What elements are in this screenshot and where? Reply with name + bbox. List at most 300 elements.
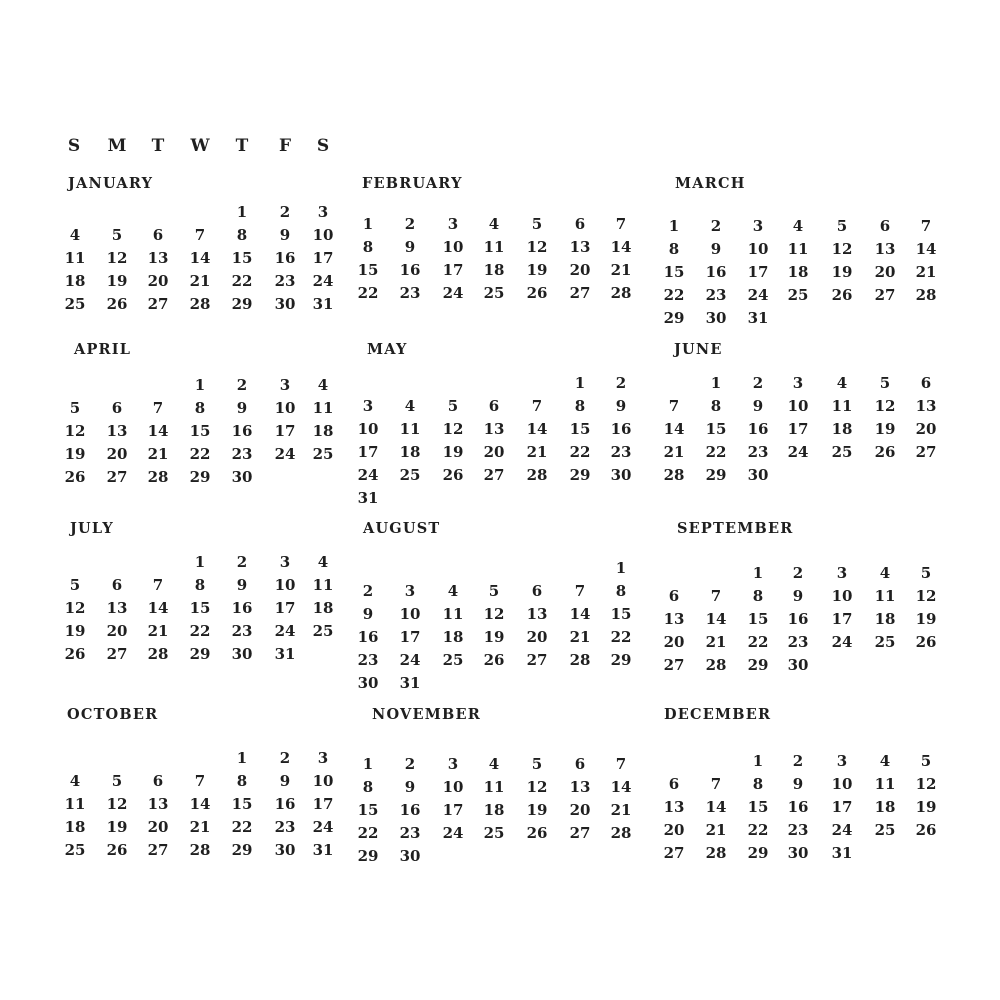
day-cell: 25 — [442, 651, 464, 669]
day-cell: 7 — [152, 399, 164, 417]
day-cell: 16 — [747, 420, 769, 438]
day-cell: 1 — [362, 215, 374, 233]
day-cell: 19 — [442, 443, 464, 461]
day-cell: 10 — [312, 226, 334, 244]
day-cell: 4 — [879, 752, 891, 770]
day-cell: 16 — [610, 420, 632, 438]
day-cell: 29 — [357, 847, 379, 865]
day-cell: 21 — [915, 263, 937, 281]
day-cell: 22 — [747, 821, 769, 839]
day-cell: 15 — [747, 798, 769, 816]
day-cell: 13 — [569, 238, 591, 256]
day-cell: 16 — [274, 249, 296, 267]
day-cell: 14 — [915, 240, 937, 258]
day-cell: 17 — [357, 443, 379, 461]
weekday-label: T — [151, 136, 165, 156]
day-cell: 4 — [879, 564, 891, 582]
day-cell: 20 — [106, 622, 128, 640]
day-cell: 3 — [836, 752, 848, 770]
day-cell: 18 — [874, 798, 896, 816]
day-cell: 29 — [610, 651, 632, 669]
day-cell: 24 — [831, 821, 853, 839]
day-cell: 24 — [312, 818, 334, 836]
day-cell: 26 — [64, 645, 86, 663]
day-cell: 18 — [312, 422, 334, 440]
day-cell: 2 — [752, 374, 764, 392]
day-cell: 28 — [705, 844, 727, 862]
day-cell: 4 — [69, 772, 81, 790]
day-cell: 5 — [920, 752, 932, 770]
day-cell: 7 — [920, 217, 932, 235]
day-cell: 30 — [399, 847, 421, 865]
day-cell: 28 — [705, 656, 727, 674]
day-cell: 11 — [312, 576, 334, 594]
day-cell: 9 — [615, 397, 627, 415]
day-cell: 16 — [399, 801, 421, 819]
day-cell: 10 — [442, 778, 464, 796]
day-cell: 14 — [610, 238, 632, 256]
day-cell: 23 — [787, 821, 809, 839]
day-cell: 6 — [488, 397, 500, 415]
day-cell: 8 — [194, 576, 206, 594]
day-cell: 5 — [879, 374, 891, 392]
day-cell: 23 — [274, 818, 296, 836]
day-cell: 1 — [362, 755, 374, 773]
day-cell: 3 — [836, 564, 848, 582]
day-cell: 5 — [488, 582, 500, 600]
day-cell: 4 — [317, 376, 329, 394]
day-cell: 31 — [312, 841, 334, 859]
day-cell: 3 — [447, 755, 459, 773]
day-cell: 11 — [442, 605, 464, 623]
day-cell: 4 — [69, 226, 81, 244]
day-cell: 25 — [874, 633, 896, 651]
day-cell: 16 — [705, 263, 727, 281]
month-title: AUGUST — [363, 520, 441, 537]
day-cell: 10 — [274, 576, 296, 594]
day-cell: 30 — [274, 295, 296, 313]
day-cell: 6 — [531, 582, 543, 600]
day-cell: 9 — [279, 226, 291, 244]
day-cell: 18 — [483, 801, 505, 819]
day-cell: 30 — [274, 841, 296, 859]
day-cell: 3 — [447, 215, 459, 233]
day-cell: 9 — [404, 778, 416, 796]
day-cell: 18 — [442, 628, 464, 646]
day-cell: 1 — [236, 203, 248, 221]
day-cell: 5 — [111, 226, 123, 244]
day-cell: 13 — [147, 795, 169, 813]
day-cell: 26 — [483, 651, 505, 669]
day-cell: 13 — [106, 599, 128, 617]
day-cell: 7 — [574, 582, 586, 600]
day-cell: 26 — [442, 466, 464, 484]
day-cell: 6 — [668, 587, 680, 605]
day-cell: 14 — [610, 778, 632, 796]
day-cell: 31 — [274, 645, 296, 663]
day-cell: 9 — [404, 238, 416, 256]
day-cell: 2 — [404, 755, 416, 773]
day-cell: 22 — [231, 272, 253, 290]
day-cell: 15 — [189, 599, 211, 617]
day-cell: 17 — [747, 263, 769, 281]
day-cell: 14 — [147, 599, 169, 617]
day-cell: 19 — [483, 628, 505, 646]
day-cell: 28 — [610, 824, 632, 842]
day-cell: 21 — [189, 818, 211, 836]
day-cell: 19 — [874, 420, 896, 438]
day-cell: 13 — [106, 422, 128, 440]
day-cell: 28 — [147, 468, 169, 486]
day-cell: 22 — [705, 443, 727, 461]
day-cell: 18 — [483, 261, 505, 279]
weekday-label: W — [190, 136, 210, 156]
day-cell: 15 — [357, 261, 379, 279]
day-cell: 24 — [831, 633, 853, 651]
day-cell: 10 — [747, 240, 769, 258]
weekday-label: M — [107, 136, 127, 156]
day-cell: 4 — [404, 397, 416, 415]
day-cell: 14 — [189, 795, 211, 813]
day-cell: 7 — [668, 397, 680, 415]
day-cell: 15 — [663, 263, 685, 281]
day-cell: 17 — [274, 599, 296, 617]
day-cell: 3 — [362, 397, 374, 415]
day-cell: 12 — [64, 599, 86, 617]
day-cell: 12 — [915, 587, 937, 605]
day-cell: 12 — [874, 397, 896, 415]
day-cell: 18 — [399, 443, 421, 461]
day-cell: 16 — [399, 261, 421, 279]
day-cell: 19 — [64, 622, 86, 640]
weekday-label: S — [316, 136, 330, 156]
day-cell: 3 — [317, 749, 329, 767]
day-cell: 18 — [64, 272, 86, 290]
day-cell: 27 — [663, 656, 685, 674]
day-cell: 9 — [792, 775, 804, 793]
day-cell: 26 — [874, 443, 896, 461]
day-cell: 15 — [231, 795, 253, 813]
day-cell: 14 — [189, 249, 211, 267]
day-cell: 20 — [147, 818, 169, 836]
day-cell: 15 — [357, 801, 379, 819]
day-cell: 27 — [106, 468, 128, 486]
day-cell: 20 — [663, 633, 685, 651]
day-cell: 11 — [483, 238, 505, 256]
day-cell: 25 — [64, 841, 86, 859]
day-cell: 16 — [274, 795, 296, 813]
day-cell: 27 — [915, 443, 937, 461]
day-cell: 13 — [483, 420, 505, 438]
day-cell: 14 — [526, 420, 548, 438]
day-cell: 12 — [106, 249, 128, 267]
day-cell: 2 — [404, 215, 416, 233]
day-cell: 9 — [752, 397, 764, 415]
day-cell: 9 — [279, 772, 291, 790]
day-cell: 6 — [152, 772, 164, 790]
day-cell: 10 — [442, 238, 464, 256]
day-cell: 4 — [488, 215, 500, 233]
day-cell: 12 — [442, 420, 464, 438]
day-cell: 11 — [483, 778, 505, 796]
day-cell: 6 — [668, 775, 680, 793]
day-cell: 2 — [236, 553, 248, 571]
day-cell: 22 — [189, 445, 211, 463]
day-cell: 25 — [831, 443, 853, 461]
day-cell: 6 — [574, 755, 586, 773]
day-cell: 21 — [569, 628, 591, 646]
day-cell: 24 — [787, 443, 809, 461]
day-cell: 12 — [915, 775, 937, 793]
day-cell: 2 — [362, 582, 374, 600]
day-cell: 17 — [312, 249, 334, 267]
day-cell: 3 — [279, 553, 291, 571]
day-cell: 9 — [362, 605, 374, 623]
day-cell: 6 — [574, 215, 586, 233]
day-cell: 26 — [915, 821, 937, 839]
day-cell: 26 — [915, 633, 937, 651]
day-cell: 8 — [752, 587, 764, 605]
day-cell: 23 — [787, 633, 809, 651]
day-cell: 31 — [747, 309, 769, 327]
day-cell: 10 — [312, 772, 334, 790]
day-cell: 29 — [189, 645, 211, 663]
day-cell: 19 — [831, 263, 853, 281]
day-cell: 10 — [787, 397, 809, 415]
day-cell: 2 — [792, 564, 804, 582]
day-cell: 21 — [147, 622, 169, 640]
day-cell: 12 — [831, 240, 853, 258]
day-cell: 3 — [279, 376, 291, 394]
day-cell: 5 — [531, 755, 543, 773]
day-cell: 19 — [915, 798, 937, 816]
day-cell: 13 — [874, 240, 896, 258]
day-cell: 16 — [787, 798, 809, 816]
day-cell: 17 — [831, 610, 853, 628]
month-title: SEPTEMBER — [677, 520, 794, 537]
day-cell: 27 — [874, 286, 896, 304]
day-cell: 7 — [615, 755, 627, 773]
day-cell: 1 — [194, 553, 206, 571]
day-cell: 8 — [236, 772, 248, 790]
day-cell: 27 — [147, 841, 169, 859]
day-cell: 2 — [279, 749, 291, 767]
day-cell: 22 — [747, 633, 769, 651]
day-cell: 27 — [526, 651, 548, 669]
day-cell: 28 — [147, 645, 169, 663]
day-cell: 30 — [357, 674, 379, 692]
day-cell: 22 — [357, 284, 379, 302]
day-cell: 25 — [312, 445, 334, 463]
day-cell: 17 — [442, 801, 464, 819]
day-cell: 15 — [569, 420, 591, 438]
day-cell: 16 — [787, 610, 809, 628]
day-cell: 15 — [610, 605, 632, 623]
day-cell: 27 — [106, 645, 128, 663]
day-cell: 2 — [236, 376, 248, 394]
day-cell: 27 — [483, 466, 505, 484]
day-cell: 30 — [705, 309, 727, 327]
day-cell: 8 — [236, 226, 248, 244]
day-cell: 25 — [787, 286, 809, 304]
day-cell: 5 — [836, 217, 848, 235]
day-cell: 26 — [526, 284, 548, 302]
day-cell: 24 — [747, 286, 769, 304]
day-cell: 11 — [399, 420, 421, 438]
day-cell: 30 — [747, 466, 769, 484]
day-cell: 29 — [705, 466, 727, 484]
day-cell: 11 — [312, 399, 334, 417]
day-cell: 21 — [147, 445, 169, 463]
day-cell: 22 — [231, 818, 253, 836]
day-cell: 2 — [279, 203, 291, 221]
day-cell: 18 — [787, 263, 809, 281]
day-cell: 4 — [836, 374, 848, 392]
day-cell: 9 — [710, 240, 722, 258]
day-cell: 12 — [483, 605, 505, 623]
day-cell: 20 — [569, 261, 591, 279]
day-cell: 22 — [610, 628, 632, 646]
day-cell: 22 — [663, 286, 685, 304]
day-cell: 26 — [106, 295, 128, 313]
day-cell: 13 — [147, 249, 169, 267]
day-cell: 8 — [362, 238, 374, 256]
weekday-label: T — [235, 136, 249, 156]
day-cell: 3 — [752, 217, 764, 235]
day-cell: 29 — [231, 841, 253, 859]
day-cell: 31 — [357, 489, 379, 507]
day-cell: 25 — [483, 824, 505, 842]
day-cell: 22 — [357, 824, 379, 842]
day-cell: 17 — [274, 422, 296, 440]
day-cell: 6 — [879, 217, 891, 235]
day-cell: 1 — [236, 749, 248, 767]
day-cell: 28 — [189, 295, 211, 313]
day-cell: 5 — [531, 215, 543, 233]
day-cell: 27 — [569, 284, 591, 302]
day-cell: 3 — [792, 374, 804, 392]
day-cell: 16 — [231, 599, 253, 617]
day-cell: 3 — [317, 203, 329, 221]
day-cell: 7 — [194, 772, 206, 790]
day-cell: 1 — [710, 374, 722, 392]
day-cell: 25 — [399, 466, 421, 484]
day-cell: 19 — [915, 610, 937, 628]
day-cell: 18 — [64, 818, 86, 836]
day-cell: 14 — [705, 610, 727, 628]
day-cell: 24 — [312, 272, 334, 290]
day-cell: 8 — [710, 397, 722, 415]
day-cell: 12 — [106, 795, 128, 813]
day-cell: 7 — [710, 775, 722, 793]
day-cell: 24 — [357, 466, 379, 484]
weekday-label: F — [278, 136, 292, 156]
day-cell: 23 — [610, 443, 632, 461]
day-cell: 31 — [312, 295, 334, 313]
day-cell: 25 — [64, 295, 86, 313]
day-cell: 7 — [194, 226, 206, 244]
day-cell: 13 — [663, 610, 685, 628]
day-cell: 30 — [787, 844, 809, 862]
day-cell: 11 — [64, 249, 86, 267]
day-cell: 22 — [189, 622, 211, 640]
day-cell: 11 — [831, 397, 853, 415]
day-cell: 18 — [874, 610, 896, 628]
day-cell: 17 — [442, 261, 464, 279]
day-cell: 24 — [399, 651, 421, 669]
day-cell: 29 — [231, 295, 253, 313]
day-cell: 19 — [106, 272, 128, 290]
day-cell: 26 — [526, 824, 548, 842]
day-cell: 19 — [64, 445, 86, 463]
day-cell: 21 — [610, 261, 632, 279]
day-cell: 14 — [663, 420, 685, 438]
day-cell: 2 — [792, 752, 804, 770]
day-cell: 8 — [668, 240, 680, 258]
day-cell: 25 — [312, 622, 334, 640]
day-cell: 20 — [915, 420, 937, 438]
day-cell: 29 — [189, 468, 211, 486]
day-cell: 22 — [569, 443, 591, 461]
day-cell: 29 — [747, 844, 769, 862]
day-cell: 19 — [526, 261, 548, 279]
day-cell: 12 — [526, 778, 548, 796]
day-cell: 23 — [747, 443, 769, 461]
day-cell: 29 — [663, 309, 685, 327]
day-cell: 29 — [747, 656, 769, 674]
day-cell: 21 — [705, 821, 727, 839]
day-cell: 12 — [526, 238, 548, 256]
day-cell: 17 — [787, 420, 809, 438]
day-cell: 12 — [64, 422, 86, 440]
month-title: JANUARY — [68, 175, 154, 192]
day-cell: 5 — [920, 564, 932, 582]
day-cell: 14 — [147, 422, 169, 440]
day-cell: 1 — [752, 752, 764, 770]
day-cell: 1 — [615, 559, 627, 577]
day-cell: 29 — [569, 466, 591, 484]
day-cell: 20 — [569, 801, 591, 819]
month-title: APRIL — [74, 341, 132, 358]
day-cell: 19 — [526, 801, 548, 819]
day-cell: 14 — [705, 798, 727, 816]
day-cell: 25 — [874, 821, 896, 839]
day-cell: 7 — [152, 576, 164, 594]
day-cell: 20 — [526, 628, 548, 646]
day-cell: 30 — [610, 466, 632, 484]
day-cell: 3 — [404, 582, 416, 600]
day-cell: 23 — [357, 651, 379, 669]
day-cell: 24 — [274, 445, 296, 463]
day-cell: 20 — [106, 445, 128, 463]
day-cell: 30 — [231, 645, 253, 663]
day-cell: 21 — [526, 443, 548, 461]
day-cell: 30 — [231, 468, 253, 486]
month-title: MARCH — [675, 175, 746, 192]
day-cell: 21 — [663, 443, 685, 461]
day-cell: 4 — [792, 217, 804, 235]
day-cell: 4 — [447, 582, 459, 600]
month-title: FEBRUARY — [362, 175, 463, 192]
day-cell: 23 — [705, 286, 727, 304]
day-cell: 27 — [569, 824, 591, 842]
weekday-label: S — [67, 136, 81, 156]
day-cell: 28 — [526, 466, 548, 484]
day-cell: 2 — [710, 217, 722, 235]
day-cell: 15 — [231, 249, 253, 267]
day-cell: 13 — [663, 798, 685, 816]
month-title: DECEMBER — [664, 706, 772, 723]
